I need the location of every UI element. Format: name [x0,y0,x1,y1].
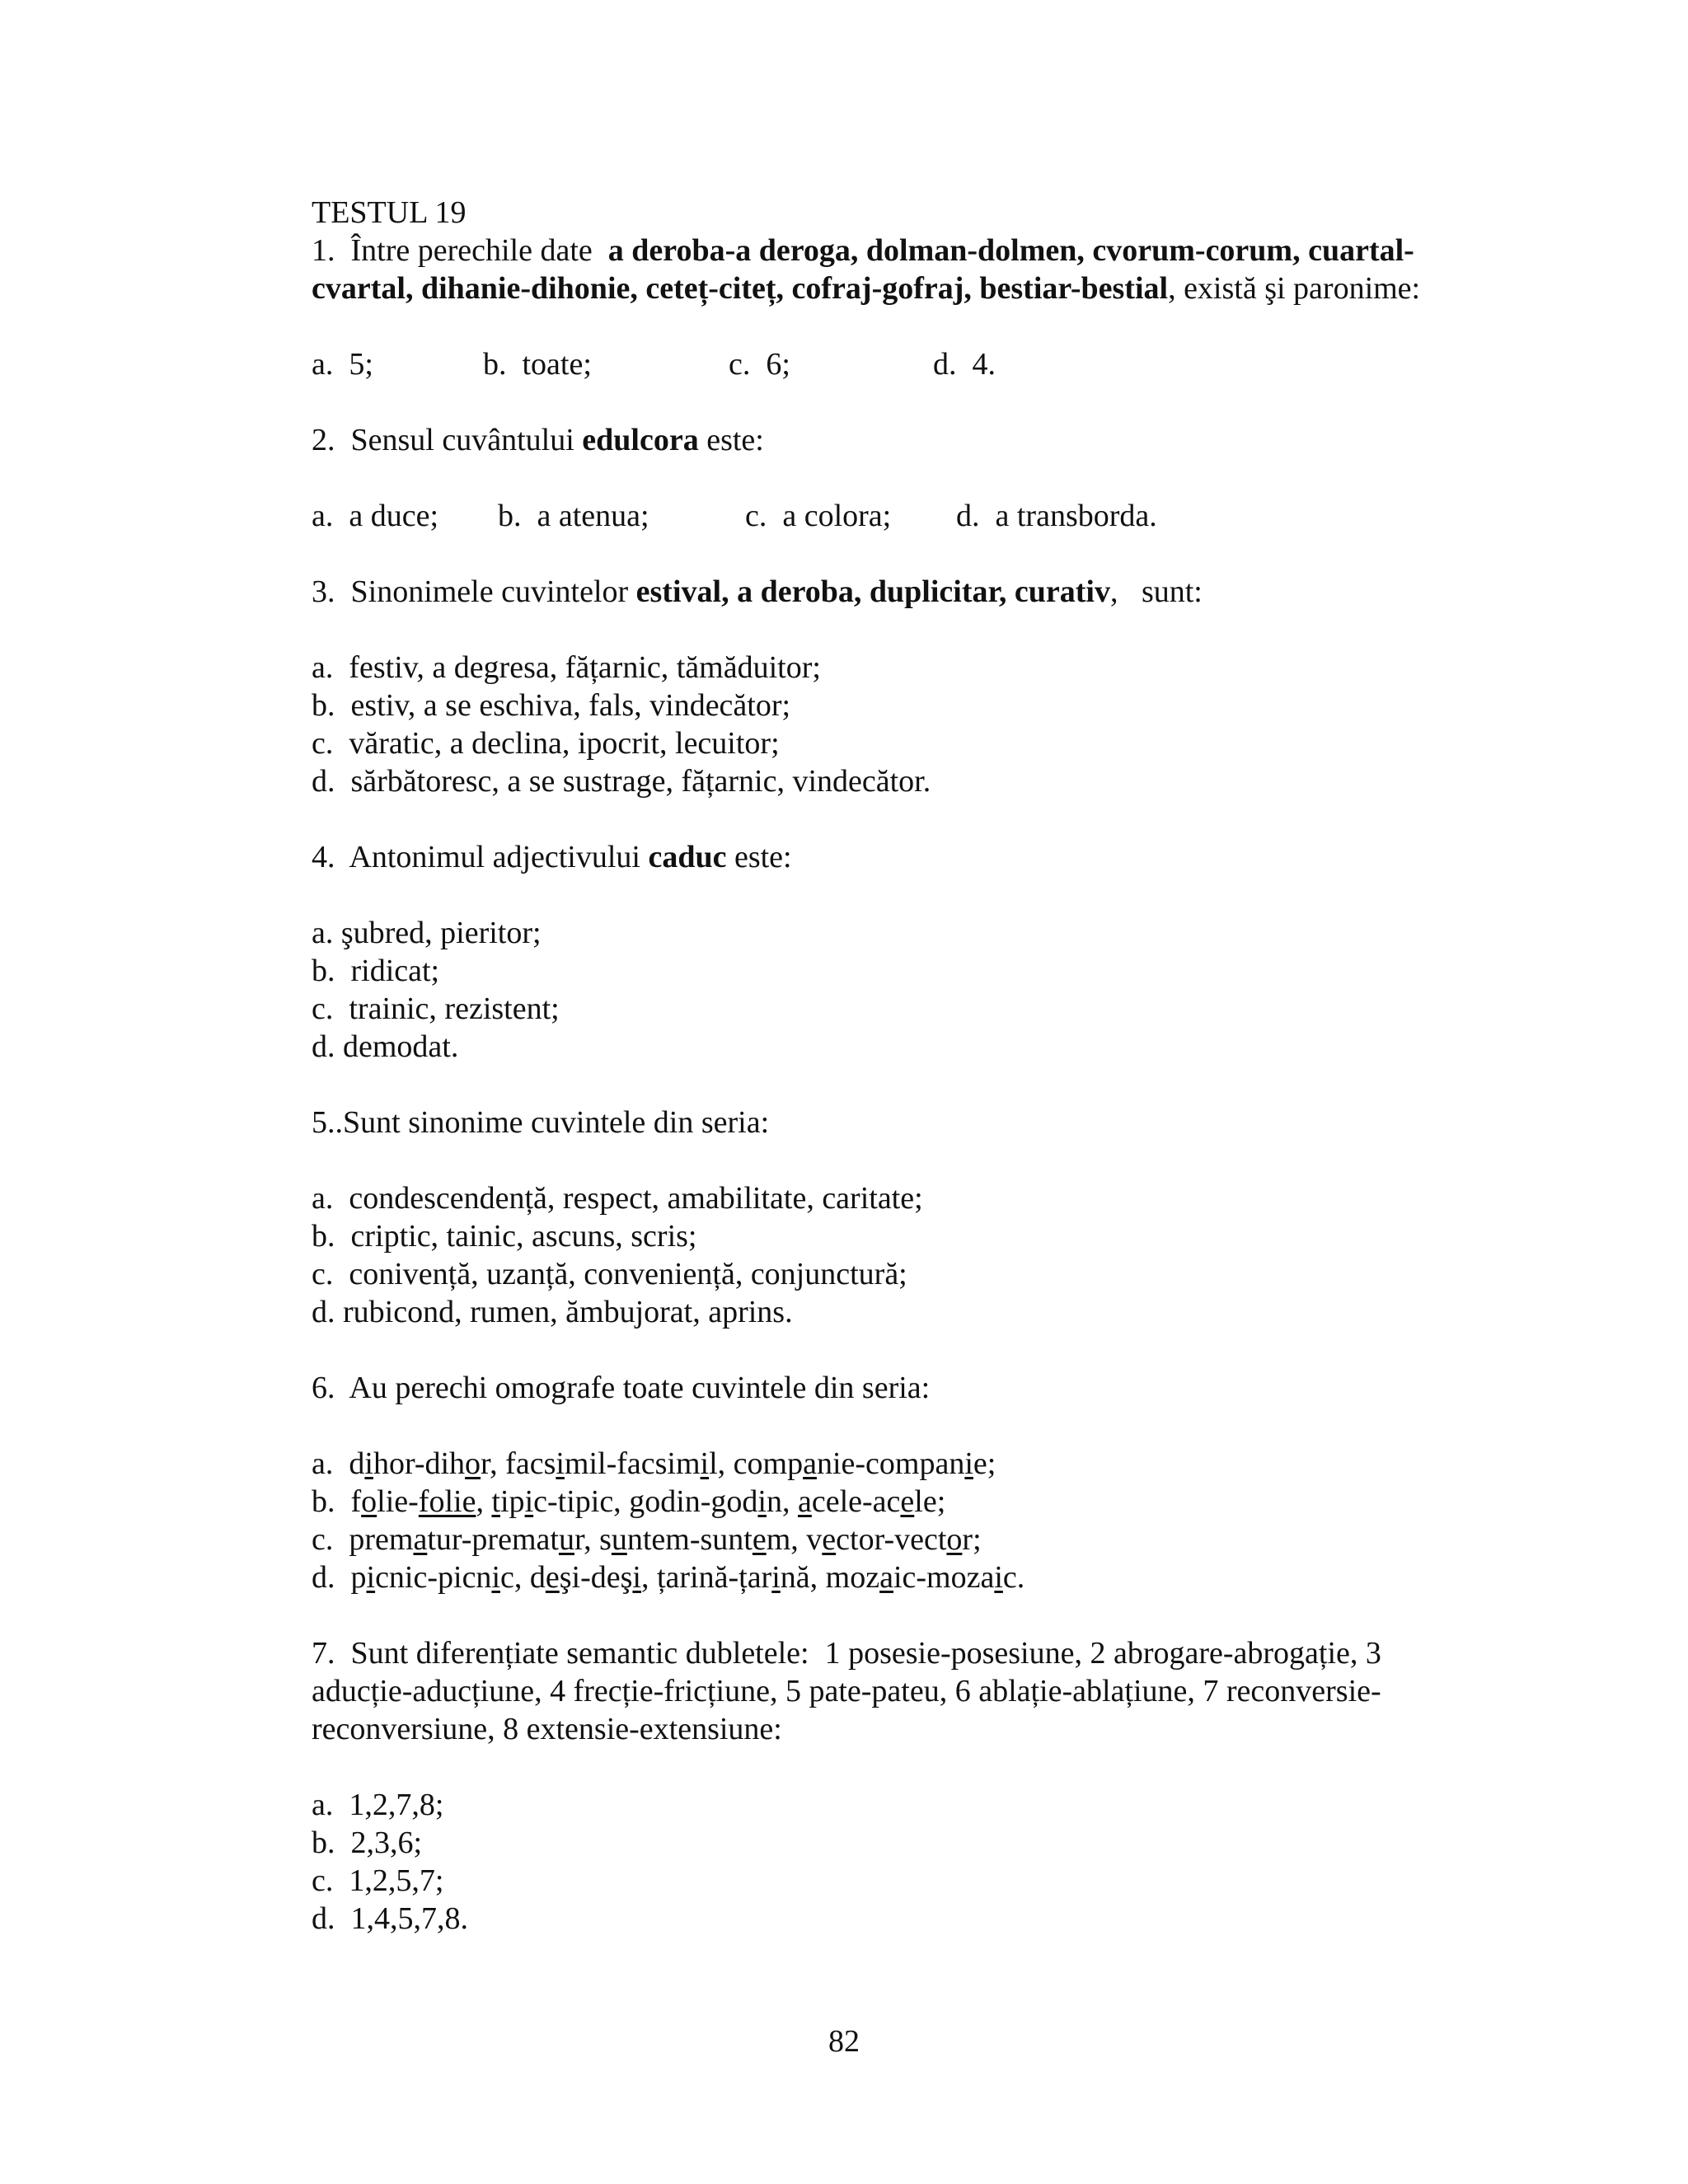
q5-option-d[interactable]: d. rubicond, rumen, ămbujorat, aprins. [312,1295,793,1329]
question-1-line-1 [312,232,1465,269]
question-2-bold-term: edulcora [582,423,699,457]
question-3 [312,573,1465,611]
q1-option-d[interactable]: d. 4. [933,347,996,382]
question-2-text: 2. Sensul cuvântului [312,423,583,457]
question-4-text-end: este: [726,840,792,874]
question-1-line-2 [312,269,1465,307]
question-2-options [312,497,1465,535]
question-4 [312,838,1465,876]
q1-option-a[interactable]: a. 5; [312,347,373,382]
q3-option-d[interactable]: d. sărbătoresc, a se sustrage, fățarnic, vindecător. [312,764,931,799]
question-6: 6. Au perechi omografe toate cuvintele din seria: [312,1371,931,1405]
question-1-text-end: , există şi paronime: [1168,271,1421,306]
question-7-line-1: 7. Sunt diferențiate semantic dubletele: 1 posesie-posesiune, 2 abrogare-abrogație, 3 [312,1636,1381,1671]
question-4-text: 4. Antonimul adjectivului [312,840,649,874]
q5-option-c[interactable]: c. conivență, uzanță, conveniență, conjunctură; [312,1257,907,1291]
question-7-line-2: aducție-aducțiune, 4 frecție-fricțiune, 5 pate-pateu, 6 ablație-ablațiune, 7 reconversie- [312,1674,1381,1708]
q7-option-d[interactable]: d. 1,4,5,7,8. [312,1901,468,1936]
q4-option-a[interactable]: a. şubred, pieritor; [312,916,542,950]
q7-option-a[interactable]: a. 1,2,7,8; [312,1788,444,1822]
q6-option-c[interactable]: c. prematur-prematur, suntem-suntem, vector-vector; [312,1522,982,1557]
q5-option-a[interactable]: a. condescendență, respect, amabilitate, caritate; [312,1181,923,1216]
q4-option-b[interactable]: b. ridicat; [312,954,440,988]
q6-option-a[interactable]: a. dihor-dihor, facsimil-facsimil, companie-companie; [312,1446,996,1481]
question-3-text-end: , sunt: [1109,574,1203,609]
q2-option-c[interactable]: c. a colora; [745,499,892,533]
test-title: TESTUL 19 [312,195,467,230]
q6-option-b[interactable]: b. folie-folie, tipic-tipic, godin-godin, acele-acele; [312,1484,946,1519]
question-4-bold-term: caduc [648,840,727,874]
q4-option-d[interactable]: d. demodat. [312,1029,459,1064]
q3-option-c[interactable]: c. văratic, a declina, ipocrit, lecuitor; [312,726,780,761]
question-1-bold-terms-1: a deroba-a deroga, dolman-dolmen, cvorum-corum, cuartal- [607,233,1414,268]
question-2-text-end: este: [698,423,764,457]
q4-option-c[interactable]: c. trainic, rezistent; [312,991,560,1026]
q5-option-b[interactable]: b. criptic, tainic, ascuns, scris; [312,1219,697,1254]
q3-option-a[interactable]: a. festiv, a degresa, fățarnic, tămăduitor; [312,650,821,685]
q1-option-b[interactable]: b. toate; [483,347,592,382]
q2-option-a[interactable]: a. a duce; [312,499,439,533]
document-page [312,194,1465,1938]
q7-option-b[interactable]: b. 2,3,6; [312,1825,423,1860]
q2-option-b[interactable]: b. a atenua; [498,499,649,533]
question-2 [312,421,1465,459]
q6-option-d[interactable]: d. picnic-picnic, deşi-deşi, țarină-țarină, mozaic-mozaic. [312,1560,1025,1595]
q3-option-b[interactable]: b. estiv, a se eschiva, fals, vindecător; [312,688,791,723]
question-7-line-3: reconversiune, 8 extensie-extensiune: [312,1712,782,1746]
q7-option-c[interactable]: c. 1,2,5,7; [312,1863,444,1898]
q2-option-d[interactable]: d. a transborda. [956,499,1157,533]
question-5: 5..Sunt sinonime cuvintele din seria: [312,1105,770,1140]
question-3-bold-terms: estival, a deroba, duplicitar, curativ [635,574,1110,609]
question-1-bold-terms-2: cvartal, dihanie-dihonie, ceteț-citeț, cofraj-gofraj, bestiar-bestial [312,271,1169,306]
question-3-text: 3. Sinonimele cuvintelor [312,574,636,609]
question-1-text: 1. Între perechile date [312,233,608,268]
q1-option-c[interactable]: c. 6; [729,347,790,382]
page-number: 82 [828,2024,860,2059]
question-1-options [312,345,1465,383]
